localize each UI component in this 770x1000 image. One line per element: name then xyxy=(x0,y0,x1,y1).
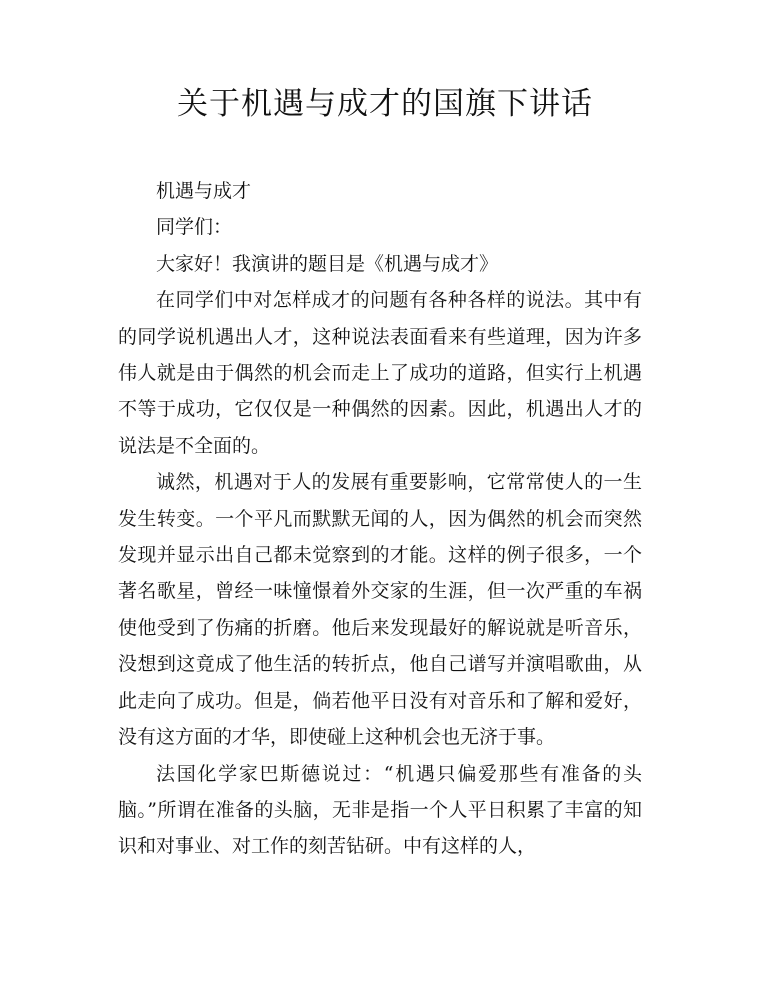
paragraph-salutation: 同学们： xyxy=(156,216,233,239)
page-title: 关于机遇与成才的国旗下讲话 xyxy=(177,86,593,122)
paragraph-intro: 在同学们中对怎样成才的问题有各种各样的说法。其中有的同学说机遇出人才，这种说法表面看来有些道理，因为许多伟人就是由于偶然的机会而走上了成功的道路，但实行上机遇不等于成功，它仅仅是一种偶然的因素。因此，机遇出人才的说法是不全面的。 xyxy=(118,289,642,457)
paragraph-greeting: 大家好！我演讲的题目是《机遇与成才》 xyxy=(156,252,499,275)
paragraph-quote: 法国化学家巴斯德说过：“机遇只偏爱那些有准备的头脑。”所谓在准备的头脑，无非是指一个人平日积累了丰富的知识和对事业、对工作的刻苦钻研。中有这样的人， xyxy=(118,762,642,858)
document-body xyxy=(118,173,642,865)
paragraph-subtitle: 机遇与成才 xyxy=(156,180,252,202)
paragraph-example: 诚然，机遇对于人的发展有重要影响，它常常使人的一生发生转变。一个平凡而默默无闻的人，因为偶然的机会而突然发现并显示出自己都未觉察到的才能。这样的例子很多，一个著名歌星，曾经一味憧憬着外交家的生涯，但一次严重的车祸使他受到了伤痛的折磨。他后来发现最好的解说就是听音乐，没想到这竟成了他生活的转折点，他自己谱写并演唱歌曲，从此走向了成功。但是，倘若他平日没有对音乐和了解和爱好，没有这方面的才华，即使碰上这种机会也无济于事。 xyxy=(118,471,642,749)
